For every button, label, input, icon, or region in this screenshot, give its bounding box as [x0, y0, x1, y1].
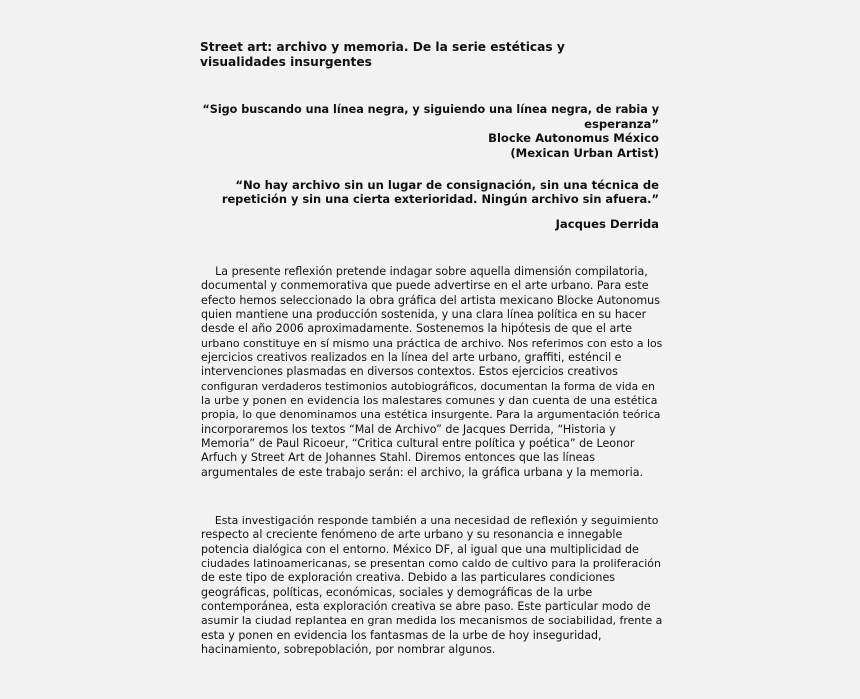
paragraph-line: desde el año 2006 aproximadamente. Sostenemos la hipótesis de que el arte — [201, 322, 632, 336]
paragraph-line: ciudades latinoamericanas, se presentan como caldo de cultivo para la proliferación — [201, 557, 661, 571]
paragraph-line: incorporaremos los textos “Mal de Archivo” de Jacques Derrida, “Historia y — [201, 422, 616, 436]
paragraph-line: efecto hemos seleccionado la obra gráfica del artista mexicano Blocke Autonomus — [201, 293, 660, 307]
paragraph-line: argumentales de este trabajo serán: el archivo, la gráfica urbana y la memoria. — [201, 465, 644, 479]
paragraph-line: Memoria” de Paul Ricoeur, “Critica cultural entre política y poética” de Leonor — [201, 437, 635, 451]
paragraph-line: La presente reflexión pretende indagar sobre aquella dimensión compilatoria, — [201, 265, 648, 278]
paragraph-line: contemporánea, esta exploración creativa se abre paso. Este particular modo de — [201, 600, 651, 614]
paragraph-line: potencia dialógica con el entorno. México DF, al igual que una multiplicidad de — [201, 542, 639, 556]
paragraph-line: de este tipo de exploración creativa. Debido a las particulares condiciones — [201, 571, 616, 585]
paragraph-line: respecto al creciente fenómeno de arte urbano y su resonancia e innegable — [201, 528, 623, 542]
paragraph-line: la urbe y ponen en evidencia los malestares comunes y dan cuenta de una estética — [201, 394, 658, 408]
document-title: Street art: archivo y memoria. De la serie estéticas y visualidades insurgentes — [200, 40, 565, 69]
epigraph-quote-1 — [199, 103, 659, 160]
quote1-author-role: (Mexican Urban Artist) — [510, 145, 659, 160]
paragraph-line: Arfuch y Street Art de Johannes Stahl. Diremos entonces que las líneas — [201, 451, 596, 465]
paragraph-line: configuran verdaderos testimonios autobiográficos, documentan la forma de vida en — [201, 379, 655, 393]
paragraph-line: hacinamiento, sobrepoblación, por nombrar algunos. — [201, 643, 496, 657]
paragraph-line: ejercicios creativos realizados en la línea del arte urbano, graffiti, esténcil e — [201, 351, 622, 365]
paragraph-line: quien mantiene una producción sostenida, y una clara línea política en su hacer — [201, 308, 647, 322]
paragraph-line: documental y conmemorativa que puede advertirse en el arte urbano. Para este — [201, 279, 649, 293]
quote2-author: Jacques Derrida — [555, 217, 659, 231]
quote1-author: Blocke Autonomus México — [488, 131, 659, 146]
quote1-line: esperanza” — [584, 117, 659, 132]
paragraph-line: propia, lo que denominamos una estética insurgente. Para la argumentación teórica — [201, 408, 661, 422]
paragraph-line: asumir la ciudad replantea en gran medida los mecanismos de sociabilidad, frente a — [201, 614, 663, 628]
paragraph-line: esta y ponen en evidencia los fantasmas de la urbe de hoy inseguridad, — [201, 628, 602, 642]
paragraph-line: urbano constituye en sí mismo una práctica de archivo. Nos referimos con esto a los — [201, 336, 663, 350]
body-paragraph-1 — [201, 265, 661, 480]
paragraph-line: geográficas, políticas, económicas, sociales y demográficas de la urbe — [201, 585, 593, 599]
body-paragraph-2 — [201, 514, 661, 657]
paragraph-line: intervenciones plasmadas en diversos contextos. Estos ejercicios creativos — [201, 365, 618, 379]
quote2-line: “No hay archivo sin un lugar de consignación, sin una técnica de — [235, 178, 659, 192]
paragraph-line: Esta investigación responde también a una necesidad de reflexión y seguimiento — [201, 514, 659, 527]
epigraph-quote-2 — [219, 178, 659, 206]
quote2-line: repetición y sin una cierta exterioridad. Ningún archivo sin afuera.” — [221, 192, 659, 207]
quote1-line: “Sigo buscando una línea negra, y siguiendo una línea negra, de rabia y — [202, 103, 659, 116]
